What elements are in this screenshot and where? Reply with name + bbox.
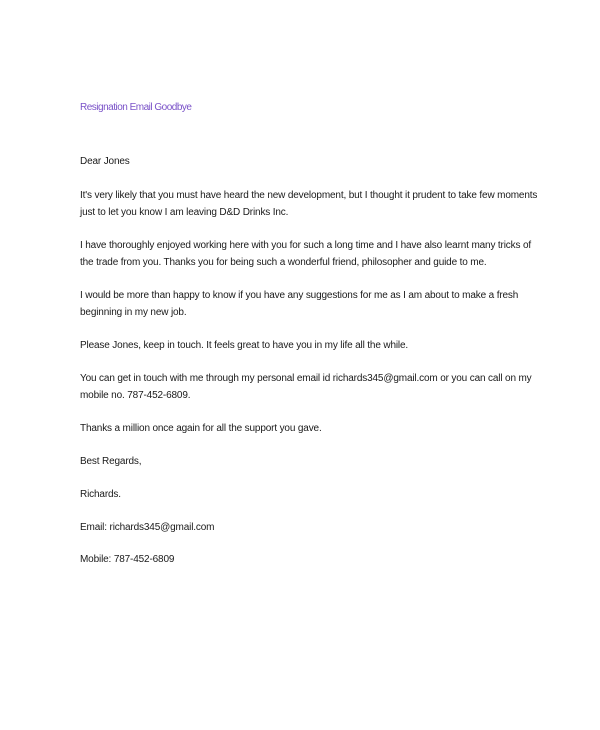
mobile-line: Mobile: 787-452-6809	[80, 554, 175, 565]
paragraph-line: the trade from you. Thanks you for being such a wonderful friend, philosopher and guide to me.	[80, 257, 487, 268]
email-line: Email: richards345@gmail.com	[80, 522, 215, 533]
signature: Richards.	[80, 489, 121, 500]
paragraph-line: I would be more than happy to know if you have any suggestions for me as I am about to make a fresh	[80, 290, 519, 301]
paragraph-1	[80, 187, 537, 221]
paragraph-5	[80, 370, 532, 404]
closing: Best Regards,	[80, 456, 142, 467]
paragraph-line: just to let you know I am leaving D&D Drinks Inc.	[80, 207, 289, 218]
paragraph-line: You can get in touch with me through my personal email id richards345@gmail.com or you can call on my	[80, 373, 532, 384]
paragraph-line: I have thoroughly enjoyed working here with you for such a long time and I have also learnt many tricks of	[80, 240, 532, 251]
paragraph-4	[80, 337, 408, 354]
greeting: Dear Jones	[80, 156, 130, 167]
paragraph-line: It's very likely that you must have heard the new development, but I thought it prudent to take few moments	[80, 190, 538, 201]
document-title: Resignation Email Goodbye	[80, 102, 192, 113]
paragraph-2	[80, 237, 531, 271]
paragraph-line: Please Jones, keep in touch. It feels great to have you in my life all the while.	[80, 340, 409, 351]
paragraph-line: mobile no. 787-452-6809.	[80, 390, 191, 401]
paragraph-6	[80, 420, 322, 437]
paragraph-line: Thanks a million once again for all the support you gave.	[80, 423, 322, 434]
paragraph-line: beginning in my new job.	[80, 307, 187, 318]
paragraph-3	[80, 287, 518, 321]
